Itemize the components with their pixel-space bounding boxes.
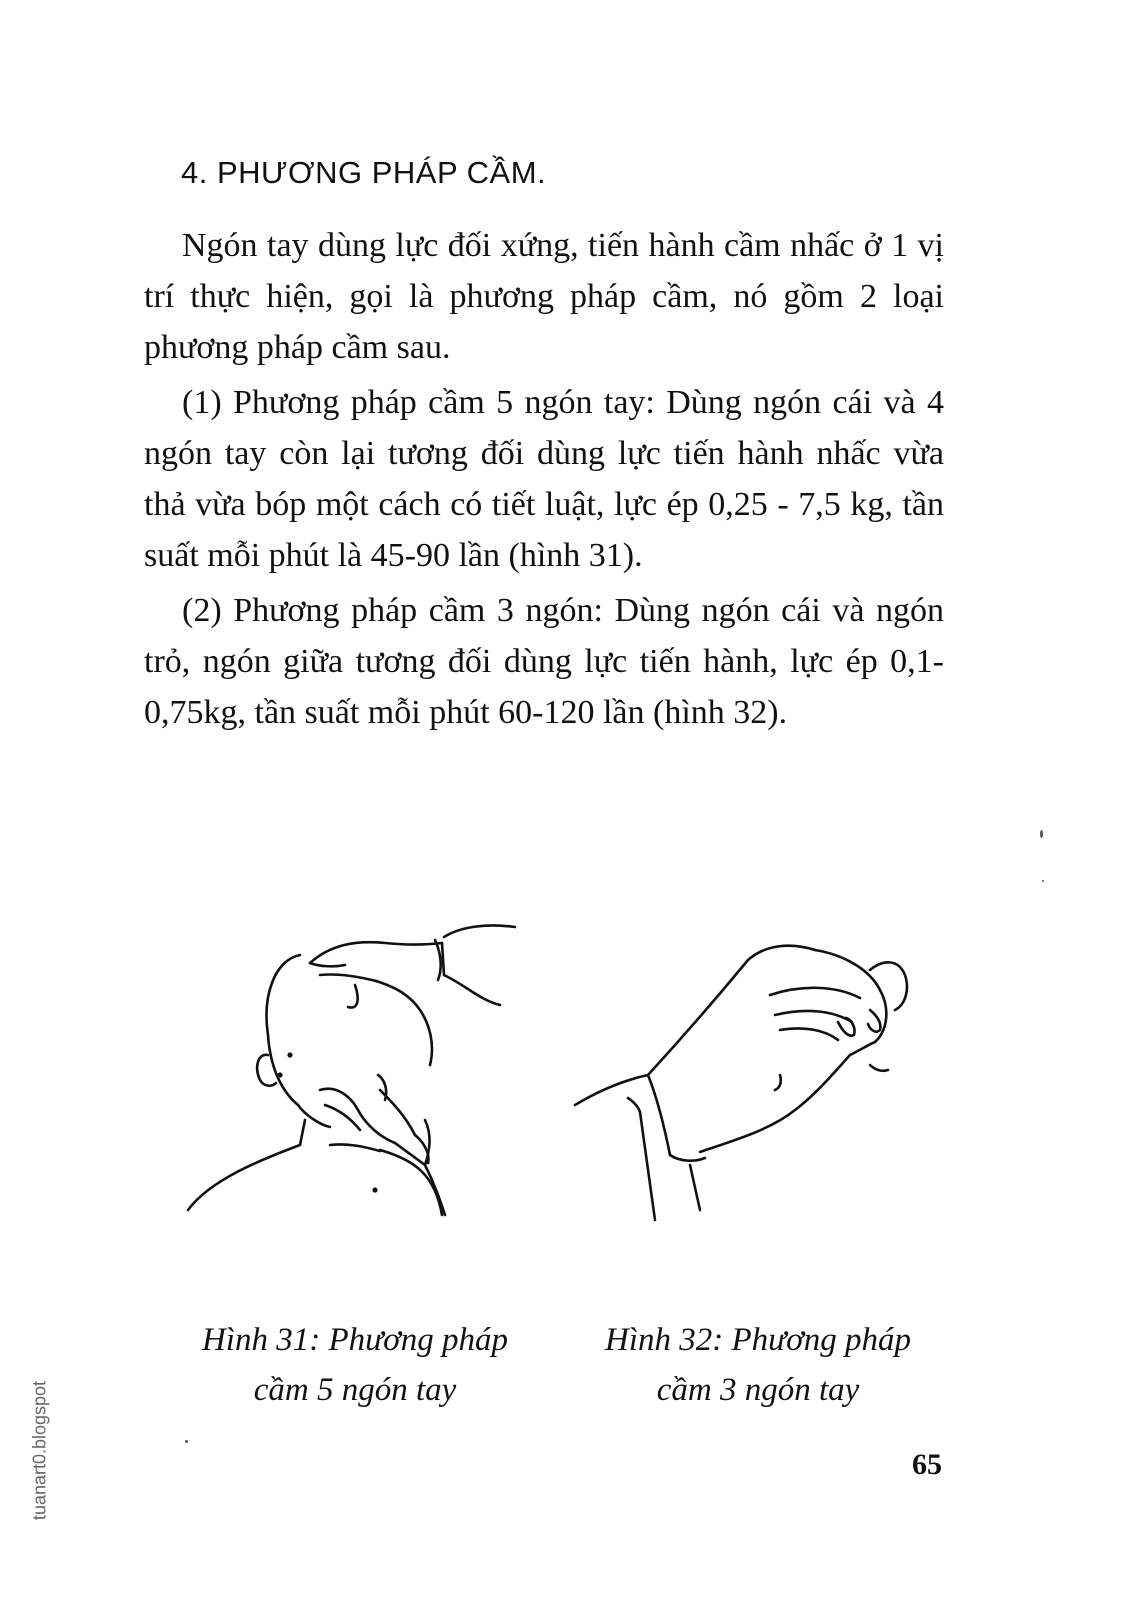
figure-31-caption-line2: cầm 5 ngón tay — [253, 1372, 457, 1408]
figure-31-caption — [160, 1315, 550, 1415]
figure-32-caption — [568, 1315, 948, 1415]
page-number: 65 — [912, 1448, 942, 1481]
scan-speck — [1042, 880, 1044, 882]
watermark: tuanart0.blogspot — [29, 1380, 50, 1521]
figure-31-caption-line1: Hình 31: Phương pháp — [201, 1322, 508, 1358]
five-finger-paragraph: (1) Phương pháp cầm 5 ngón tay: Dùng ngón cái và 4 ngón tay còn lại tương đối dùng lực tiến hành nhấc vừa thả vừa bóp một cách có tiết luật, lực ép 0,25 - 7,5 kg, tần suất mỗi phút là 45-90 lần (hình 31). — [144, 384, 944, 574]
three-finger-pinch-drawing — [570, 930, 920, 1230]
figure-31-illustration — [180, 915, 520, 1235]
body-text — [144, 220, 944, 742]
scan-speck — [185, 1440, 188, 1443]
figure-32-caption-line1: Hình 32: Phương pháp — [604, 1322, 911, 1358]
three-finger-paragraph: (2) Phương pháp cầm 3 ngón: Dùng ngón cái và ngón trỏ, ngón giữa tương đối dùng lực tiến hành, lực ép 0,1-0,75kg, tần suất mỗi phút 60-120 lần (hình 32). — [144, 592, 944, 731]
scan-speck — [1040, 830, 1043, 838]
section-heading: 4. PHƯƠNG PHÁP CẦM. — [181, 155, 547, 190]
intro-paragraph: Ngón tay dùng lực đối xứng, tiến hành cầm nhấc ở 1 vị trí thực hiện, gọi là phương pháp cầm, nó gồm 2 loại phương pháp cầm sau. — [144, 227, 944, 366]
figure-32-illustration — [570, 930, 920, 1230]
five-finger-grip-drawing — [180, 915, 520, 1235]
figure-32-caption-line2: cầm 3 ngón tay — [656, 1372, 860, 1408]
